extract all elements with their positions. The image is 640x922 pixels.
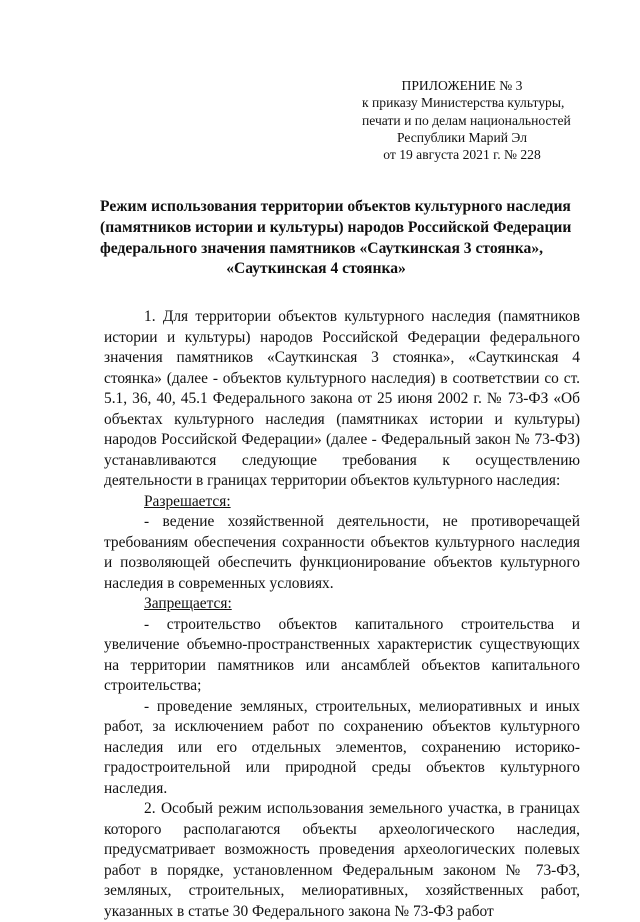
appendix-republic-line: Республики Марий Эл — [396, 129, 528, 145]
allowed-heading: Разрешается: — [144, 492, 231, 510]
appendix-order-line: к приказу Министерства культуры, — [362, 95, 565, 111]
document-body — [104, 307, 580, 922]
paragraph-1: 1. Для территории объектов культурного наследия (памятников истории и культуры) народов Российской Федерации федерального значения памятников «Сауткинская 3 стоянка», «Сауткинская 4 стоянка» (далее - объектов культурного наследия) в соответствии со ст. 5.1, 36, 40, 45.1 Федерального закона от 25 июня 2002 г. № 73-ФЗ «Об объектах культурного наследия (памятниках истории и культуры) народов Российской Федерации» (далее - Федеральный закон № 73-ФЗ) устанавливаются следующие требования к осуществлению деятельности в границах территории объектов культурного наследия: — [104, 308, 580, 489]
forbidden-heading: Запрещается: — [144, 595, 232, 612]
document-title — [100, 197, 572, 280]
title-line-4: «Сауткинская 4 стоянка» — [226, 260, 406, 278]
allowed-heading-row — [104, 492, 580, 513]
title-line-1: Режим использования территории объектов культурного наследия — [100, 198, 571, 215]
appendix-number: ПРИЛОЖЕНИЕ № 3 — [401, 78, 523, 93]
forbidden-item-1: - строительство объектов капитального строительства и увеличение объемно-пространственных характеристик существующих на территории памятников или ансамблей объектов капитального строительства; — [104, 615, 580, 694]
allowed-item-1: - ведение хозяйственной деятельности, не противоречащей требованиям обеспечения сохранности объектов культурного наследия и позволяющей обеспечить функционирование объектов культурного наследия в современных условиях. — [104, 513, 580, 592]
title-line-2: (памятников истории и культуры) народов Российской Федерации — [100, 218, 572, 236]
appendix-header — [362, 77, 571, 163]
appendix-date-line: от 19 августа 2021 г. № 228 — [383, 147, 541, 163]
paragraph-2: 2. Особый режим использования земельного участка, в границах которого располагаются объекты археологического наследия, предусматривает возможность проведения археологических полевых работ в порядке, установленном Федеральным законом № 73-ФЗ, земляных, строительных, мелиоративных, хозяйственных работ, указанных в статье 30 Федерального закона № 73-ФЗ работ — [104, 800, 580, 920]
forbidden-item-2: - проведение земляных, строительных, мелиоративных и иных работ, за исключением работ по сохранению объектов культурного наследия или его отдельных элементов, сохранению историко-градостроительной или природной среды объектов культурного наследия. — [104, 697, 580, 797]
appendix-ministry-line: печати и по делам национальностей — [362, 112, 571, 128]
title-line-3: федерального значения памятников «Сауткинская 3 стоянка», — [100, 239, 544, 257]
forbidden-heading-row — [104, 594, 580, 615]
